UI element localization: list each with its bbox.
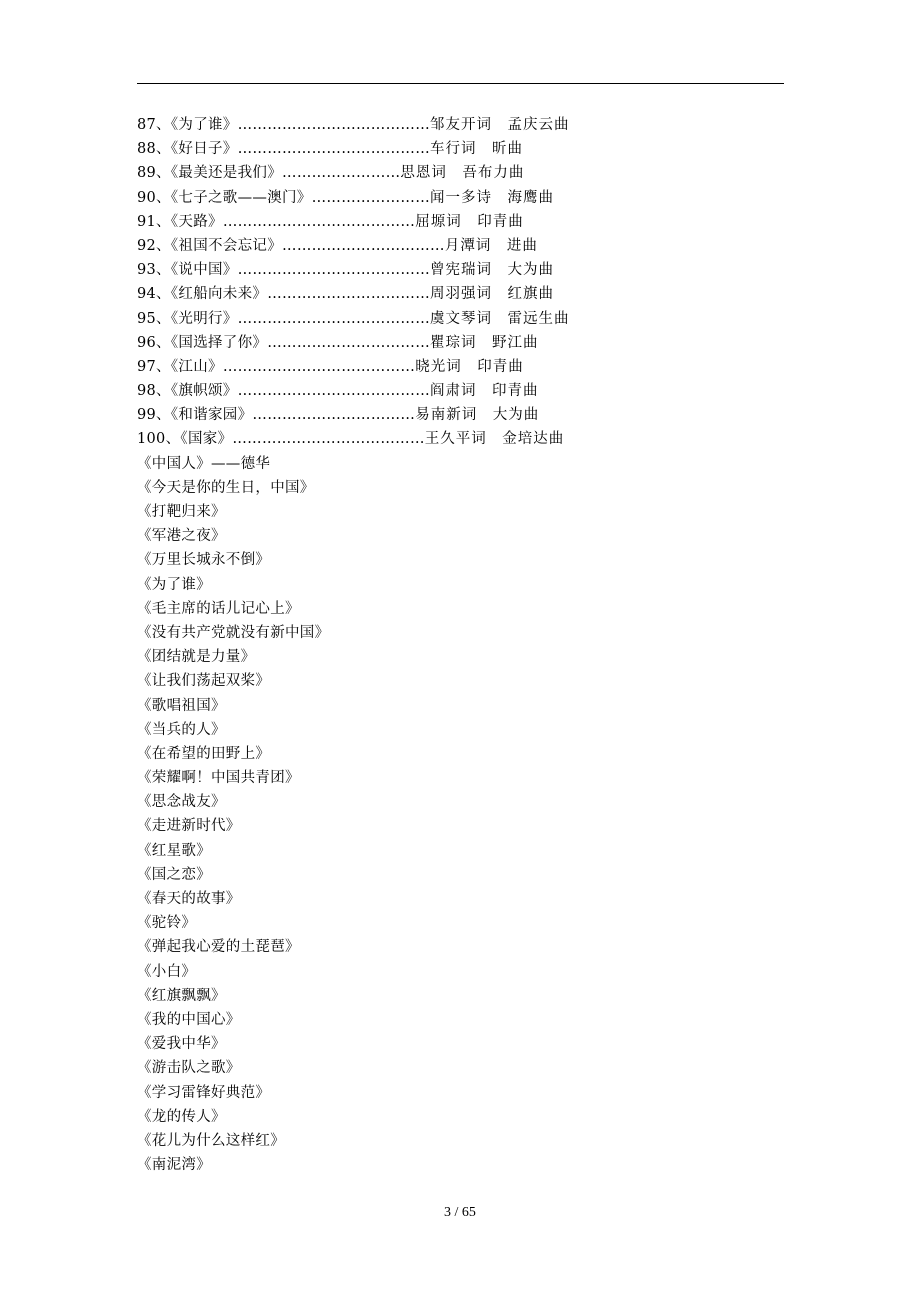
dot-leader: ………………………………… [237,310,431,327]
entry-credit: 瞿琮词 野江曲 [430,334,539,351]
entry-number: 93、 [137,262,171,279]
entry-credit: 周羽强词 红旗曲 [430,286,555,303]
song-item: 《爱我中华》 [137,1036,226,1053]
entry-title: 《国家》 [180,431,233,448]
song-item: 《思念战友》 [137,794,226,811]
entry-number: 92、 [137,237,171,254]
entry-line [137,307,787,331]
song-item: 《让我们荡起双桨》 [137,673,271,690]
entry-credit: 虞文琴词 雷远生曲 [430,310,570,327]
dot-leader: …………………………… [252,407,416,424]
entry-line [137,137,787,161]
song-item: 《龙的传人》 [137,1108,226,1125]
entry-line [137,379,787,403]
entry-line [137,331,787,355]
entry-line [137,427,787,451]
entry-number: 89、 [137,165,171,182]
dot-leader: ………………………………… [237,117,431,133]
entry-credit: 屈塬词 印青曲 [415,213,524,230]
entry-line [137,258,787,282]
dot-leader: …………………… [282,165,401,182]
dot-leader: …………………… [311,189,431,206]
song-item: 《荣耀啊！中国共青团》 [137,770,300,787]
song-item: 《在希望的田野上》 [137,745,271,762]
song-item: 《春天的故事》 [137,891,241,907]
entry-line [137,282,787,306]
entry-credit: 思恩词 吾布力曲 [400,165,525,182]
song-list [137,452,787,1178]
document-body [137,113,787,1177]
entry-title: 《说中国》 [170,262,238,279]
entry-title: 《祖国不会忘记》 [170,237,283,254]
entry-title: 《最美还是我们》 [170,165,283,182]
entry-title: 《江山》 [170,358,223,375]
dot-leader: …………………………… [282,237,445,254]
song-item: 《今天是你的生日，中国》 [137,479,315,496]
dot-leader: …………………………… [267,334,431,351]
header-rule [137,83,784,84]
song-item: 《红星歌》 [137,842,211,859]
song-item: 《毛主席的话儿记心上》 [137,600,300,617]
song-item: 《弹起我心爱的土琵琶》 [137,939,300,956]
entry-credit: 邹友开词 孟庆云曲 [430,117,570,133]
entry-line [137,403,787,427]
song-item: 《团结就是力量》 [137,649,256,666]
entry-title: 《旗帜颂》 [170,383,238,400]
entry-number: 94、 [137,286,171,303]
entry-line [137,161,787,185]
entry-number: 87、 [137,117,171,133]
entry-number: 100、 [137,431,181,448]
song-item: 《当兵的人》 [137,721,226,738]
entry-credit: 车行词 昕曲 [430,141,524,158]
entry-number: 88、 [137,141,171,158]
entry-credit: 月潭词 进曲 [444,237,538,254]
song-item: 《小白》 [137,963,197,980]
song-item: 《没有共产党就没有新中国》 [137,624,330,641]
dot-leader: ………………………………… [222,358,416,375]
entry-title: 《七子之歌——澳门》 [170,189,312,206]
song-item: 《学习雷锋好典范》 [137,1084,271,1101]
entry-title: 《光明行》 [170,310,238,327]
entry-line [137,210,787,234]
entry-line [137,186,787,210]
numbered-entries [137,113,787,452]
entry-credit: 易南新词 大为曲 [415,407,540,424]
entry-credit: 曾宪瑞词 大为曲 [430,262,555,279]
song-item: 《花儿为什么这样红》 [137,1132,285,1149]
dot-leader: ………………………………… [222,213,416,230]
entry-title: 《红船向未来》 [170,286,268,303]
entry-number: 97、 [137,358,171,375]
song-item: 《南泥湾》 [137,1157,211,1174]
song-item: 《军港之夜》 [137,528,226,545]
entry-number: 99、 [137,407,171,424]
entry-line [137,355,787,379]
entry-number: 96、 [137,334,171,351]
song-item: 《中国人》——德华 [137,455,271,472]
entry-title: 《好日子》 [170,141,238,158]
entry-number: 98、 [137,383,171,400]
entry-credit: 阎肃词 印青曲 [430,383,539,400]
entry-number: 90、 [137,189,171,206]
song-item: 《红旗飘飘》 [137,987,226,1004]
dot-leader: ………………………………… [237,383,431,400]
entry-credit: 王久平词 金培达曲 [424,431,565,448]
entry-title: 《和谐家园》 [170,407,253,424]
entry-title: 《国选择了你》 [170,334,268,351]
dot-leader: ………………………………… [237,262,431,279]
dot-leader: ………………………………… [237,141,431,158]
page-number: 3 / 65 [444,1205,476,1220]
dot-leader: ………………………………… [232,431,425,448]
song-item: 《万里长城永不倒》 [137,552,271,569]
song-item: 《游击队之歌》 [137,1060,241,1077]
entry-credit: 闻一多诗 海鹰曲 [430,189,555,206]
entry-title: 《为了谁》 [170,117,238,133]
entry-credit: 晓光词 印青曲 [415,358,524,375]
song-item: 《我的中国心》 [137,1011,241,1028]
song-item: 《歌唱祖国》 [137,697,226,714]
entry-title: 《天路》 [170,213,223,230]
dot-leader: …………………………… [267,286,431,303]
song-item: 《驼铃》 [137,915,197,932]
entry-line [137,234,787,258]
entry-number: 95、 [137,310,171,327]
entry-line [137,113,787,137]
song-item: 《打靶归来》 [137,504,226,520]
song-item: 《走进新时代》 [137,818,241,835]
song-item: 《为了谁》 [137,576,211,593]
entry-number: 91、 [137,213,171,230]
song-item: 《国之恋》 [137,866,211,883]
